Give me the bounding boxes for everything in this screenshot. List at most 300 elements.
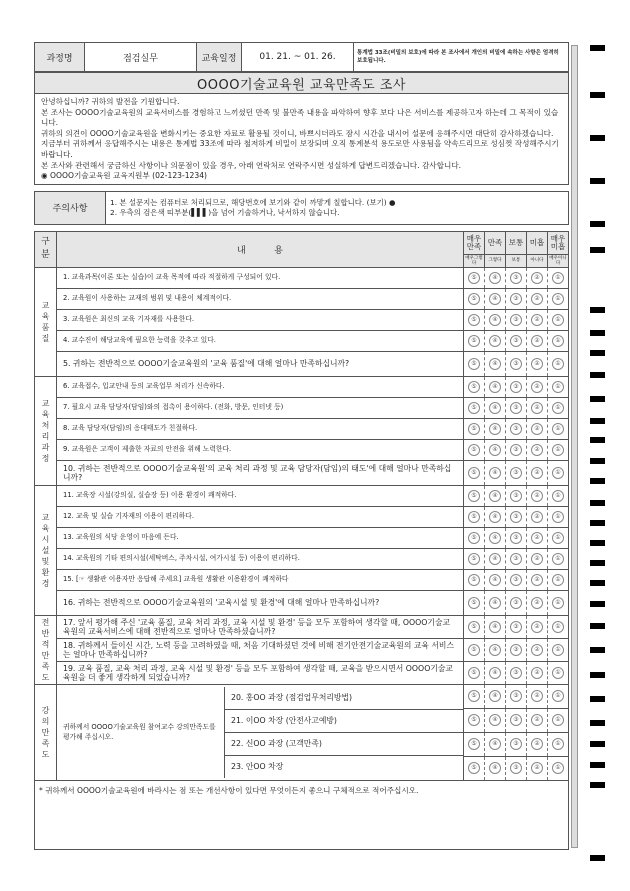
caution-table: [34, 191, 569, 225]
answer-option[interactable]: [548, 460, 569, 485]
answer-option[interactable]: [506, 548, 527, 569]
answer-option[interactable]: [527, 590, 548, 615]
answer-option[interactable]: [527, 506, 548, 527]
option-circle: ④: [489, 690, 501, 702]
question-row: [35, 638, 569, 661]
answer-option[interactable]: [527, 569, 548, 590]
answer-option[interactable]: [548, 527, 569, 548]
section-label: 교 육 처 리 과 정: [35, 376, 57, 485]
question-text: 12. 교육 및 실습 기자재의 이용이 편리하다.: [57, 506, 464, 527]
answer-option[interactable]: [548, 548, 569, 569]
answer-option[interactable]: [485, 397, 506, 418]
option-circle: ③: [510, 553, 522, 565]
answer-option[interactable]: [485, 527, 506, 548]
option-circle: ⑤: [468, 714, 480, 726]
answer-option[interactable]: [548, 288, 569, 309]
option-circle: ⑤: [468, 314, 480, 326]
answer-option[interactable]: [485, 460, 506, 485]
timing-mark: [590, 762, 605, 768]
option-circle: ⑤: [468, 402, 480, 414]
question-text: 17. 앞서 평가해 주신 '교육 품질, 교육 처리 과정, 교육 시설 및 환경' 등을 모두 포함하여 생각할 때, OOOO기술교육원의 교육서비스에 대해 전반적으로 얼마나 만족하셨습니까?: [57, 615, 464, 638]
answer-option[interactable]: [506, 638, 527, 661]
answer-option[interactable]: [548, 661, 569, 684]
answer-option[interactable]: [527, 267, 548, 288]
option-circle: ④: [489, 314, 501, 326]
answer-option[interactable]: [506, 351, 527, 376]
answer-option[interactable]: [506, 684, 527, 708]
answer-option[interactable]: [527, 732, 548, 756]
option-circle: ①: [552, 621, 564, 633]
option-circle: ②: [531, 511, 543, 523]
answer-option[interactable]: [464, 615, 485, 638]
option-circle: ⑤: [468, 738, 480, 750]
answer-option[interactable]: [527, 351, 548, 376]
survey-table: [34, 231, 569, 781]
answer-option[interactable]: [548, 330, 569, 351]
option-circle: ③: [510, 293, 522, 305]
answer-option[interactable]: [485, 756, 506, 780]
answer-option[interactable]: [506, 661, 527, 684]
answer-option[interactable]: [464, 485, 485, 506]
answer-option[interactable]: [485, 485, 506, 506]
answer-option[interactable]: [527, 418, 548, 439]
question-text: 3. 교육원은 최신의 교육 기자재를 사용한다.: [57, 309, 464, 330]
answer-option[interactable]: [548, 638, 569, 661]
answer-option[interactable]: [485, 708, 506, 732]
option-circle: ④: [489, 335, 501, 347]
option-circle: ④: [489, 762, 501, 774]
answer-option[interactable]: [548, 708, 569, 732]
question-row: [35, 330, 569, 351]
answer-option[interactable]: [464, 460, 485, 485]
timing-mark: [590, 418, 605, 424]
option-circle: ①: [552, 532, 564, 544]
option-circle: ①: [552, 667, 564, 679]
answer-option[interactable]: [527, 439, 548, 460]
answer-option[interactable]: [464, 351, 485, 376]
answer-option[interactable]: [464, 590, 485, 615]
option-circle: ③: [510, 738, 522, 750]
option-header: 보통: [506, 231, 527, 254]
option-header: 미흡: [527, 231, 548, 254]
course-value: 점검실무: [85, 43, 197, 72]
option-circle: ①: [552, 644, 564, 656]
question-text: 1. 교육과목(이론 또는 실습)이 교육 목적에 따라 적절하게 구성되어 있다.: [57, 267, 464, 288]
option-circle: ③: [510, 762, 522, 774]
timing-mark: [590, 520, 605, 526]
caution-text: [106, 191, 569, 224]
question-row: [35, 548, 569, 569]
answer-option[interactable]: [506, 569, 527, 590]
answer-option[interactable]: [506, 309, 527, 330]
timing-mark: [590, 92, 605, 98]
timing-mark: [590, 458, 605, 464]
answer-option[interactable]: [506, 590, 527, 615]
answer-option[interactable]: [506, 756, 527, 780]
answer-option[interactable]: [485, 439, 506, 460]
answer-option[interactable]: [485, 309, 506, 330]
option-circle: ⑤: [468, 597, 480, 609]
option-circle: ①: [552, 381, 564, 393]
timing-mark: [590, 782, 605, 788]
option-circle: ①: [552, 738, 564, 750]
intro-text: [34, 94, 569, 185]
caution-label: 주의사항: [35, 191, 106, 224]
option-circle: ④: [489, 381, 501, 393]
answer-option[interactable]: [464, 527, 485, 548]
timing-mark: [590, 135, 605, 141]
content-header: 내 용: [57, 231, 464, 267]
answer-option[interactable]: [506, 418, 527, 439]
option-circle: ①: [552, 490, 564, 502]
answer-option[interactable]: [464, 638, 485, 661]
answer-option[interactable]: [464, 309, 485, 330]
answer-option[interactable]: [464, 732, 485, 756]
intro-line: 귀하의 의견이 OOOO기술교육원을 변화시키는 중요한 자료로 활용될 것이니, 바쁘시더라도 잠시 시간을 내시어 설문에 응해주시면 대단히 감사하겠습니다.: [41, 128, 554, 138]
answer-option[interactable]: [485, 288, 506, 309]
question-text: 13. 교육원의 식당 운영이 마음에 든다.: [57, 527, 464, 548]
answer-option[interactable]: [464, 569, 485, 590]
timing-mark: [590, 372, 605, 378]
option-circle: ①: [552, 444, 564, 456]
option-circle: ③: [510, 690, 522, 702]
answer-option[interactable]: [506, 267, 527, 288]
timing-mark: [590, 560, 605, 566]
answer-option[interactable]: [548, 756, 569, 780]
option-circle: ④: [489, 553, 501, 565]
question-text: 15. [☞ 생활관 이용자만 응답해 주세요] 교육원 생활관 이용환경이 쾌적하다: [57, 569, 464, 590]
section-label: 교 육 시 설 및 환 경: [35, 485, 57, 615]
option-circle: ⑤: [468, 467, 480, 479]
question-text: 18. 귀하께서 들이신 시간, 노력 등을 고려하였을 때, 처음 기대하셨던 것에 비해 전기안전기술교육원의 교육 서비스는 얼마나 만족하십니까?: [57, 638, 464, 661]
question-row: [35, 418, 569, 439]
answer-option[interactable]: [485, 506, 506, 527]
timing-mark: [590, 672, 605, 678]
option-circle: ④: [489, 293, 501, 305]
timing-mark: [590, 478, 605, 484]
option-circle: ①: [552, 314, 564, 326]
answer-option[interactable]: [527, 708, 548, 732]
answer-option[interactable]: [464, 418, 485, 439]
option-circle: ①: [552, 358, 564, 370]
answer-option[interactable]: [464, 708, 485, 732]
option-circle: ②: [531, 423, 543, 435]
timing-mark: [590, 221, 605, 227]
lecture-prompt: 귀하께서 OOOO기술교육원 참여교수 강의만족도를 평가해 주십시오.: [57, 687, 225, 778]
survey-form: [34, 42, 569, 850]
option-circle: ②: [531, 358, 543, 370]
option-circle: ③: [510, 358, 522, 370]
timing-mark: [590, 580, 605, 586]
timing-mark: [590, 307, 605, 313]
answer-option[interactable]: [506, 397, 527, 418]
answer-option[interactable]: [548, 506, 569, 527]
answer-option[interactable]: [485, 684, 506, 708]
option-subheader: 그렇다: [485, 254, 506, 267]
option-circle: ②: [531, 293, 543, 305]
question-row: [35, 506, 569, 527]
answer-option[interactable]: [527, 460, 548, 485]
answer-option[interactable]: [464, 288, 485, 309]
timing-mark: [590, 623, 605, 629]
answer-option[interactable]: [464, 756, 485, 780]
answer-option[interactable]: [527, 330, 548, 351]
option-circle: ④: [489, 644, 501, 656]
option-circle: ④: [489, 402, 501, 414]
option-subheader: 매우그렇다: [465, 255, 483, 266]
option-circle: ⑤: [468, 621, 480, 633]
contact-line: ◉ OOOO기술교육원 교육지원부 (02-123-1234): [41, 171, 208, 181]
option-circle: ③: [510, 644, 522, 656]
answer-option[interactable]: [464, 548, 485, 569]
option-circle: ②: [531, 444, 543, 456]
option-header: 만족: [485, 231, 506, 254]
answer-option[interactable]: [527, 309, 548, 330]
option-circle: ⑤: [468, 511, 480, 523]
option-circle: ⑤: [468, 762, 480, 774]
answer-option[interactable]: [548, 590, 569, 615]
instructor-name: 22. 신OO 과장 (고객만족): [225, 732, 464, 755]
answer-option[interactable]: [548, 309, 569, 330]
answer-option[interactable]: [485, 330, 506, 351]
question-row: [35, 527, 569, 548]
answer-option[interactable]: [548, 397, 569, 418]
option-circle: ④: [489, 597, 501, 609]
option-circle: ①: [552, 597, 564, 609]
answer-option[interactable]: [506, 485, 527, 506]
instructor-name: 21. 이OO 차장 (안전사고예방): [225, 709, 464, 732]
option-circle: ⑤: [468, 381, 480, 393]
option-circle: ③: [510, 335, 522, 347]
answer-option[interactable]: [548, 418, 569, 439]
answer-option[interactable]: [548, 267, 569, 288]
answer-option[interactable]: [527, 684, 548, 708]
question-row: [35, 590, 569, 615]
option-circle: ①: [552, 574, 564, 586]
answer-option[interactable]: [548, 376, 569, 397]
option-circle: ④: [489, 574, 501, 586]
answer-option[interactable]: [506, 460, 527, 485]
timing-mark: [590, 330, 605, 336]
option-circle: ③: [510, 714, 522, 726]
answer-option[interactable]: [548, 485, 569, 506]
answer-option[interactable]: [506, 506, 527, 527]
schedule-label: 교육일정: [197, 43, 242, 72]
question-text: 8. 교육 담당자(담임)의 응대태도가 친절하다.: [57, 418, 464, 439]
question-row: [35, 397, 569, 418]
question-row: [35, 569, 569, 590]
option-circle: ②: [531, 381, 543, 393]
answer-option[interactable]: [506, 439, 527, 460]
comment-box[interactable]: [34, 781, 569, 850]
option-circle: ⑤: [468, 553, 480, 565]
option-circle: ②: [531, 644, 543, 656]
option-circle: ②: [531, 574, 543, 586]
question-row: [35, 485, 569, 506]
question-text: 4. 교수진이 해당교육에 필요한 능력을 갖추고 있다.: [57, 330, 464, 351]
answer-option[interactable]: [548, 732, 569, 756]
instructor-name: 20. 홍OO 과장 (점검업무처리방법): [225, 687, 464, 710]
option-circle: ②: [531, 532, 543, 544]
timing-mark: [590, 247, 605, 253]
option-circle: ④: [489, 272, 501, 284]
option-circle: ③: [510, 272, 522, 284]
answer-option[interactable]: [527, 548, 548, 569]
answer-option[interactable]: [506, 527, 527, 548]
option-circle: ③: [510, 574, 522, 586]
option-circle: ⑤: [468, 490, 480, 502]
option-circle: ④: [489, 444, 501, 456]
answer-option[interactable]: [527, 376, 548, 397]
option-circle: ③: [510, 621, 522, 633]
option-circle: ③: [510, 490, 522, 502]
question-row: [35, 615, 569, 638]
question-text: 19. 교육 품질, 교육 처리 과정, 교육 시설 및 환경' 등을 모두 포함하여 생각할 때, 교육을 받으시면서 OOOO기술교육원을 더 좋게 생각하게 되었습니까?: [57, 661, 464, 684]
answer-option[interactable]: [527, 638, 548, 661]
answer-option[interactable]: [464, 439, 485, 460]
option-circle: ④: [489, 467, 501, 479]
option-circle: ①: [552, 690, 564, 702]
answer-option[interactable]: [506, 376, 527, 397]
answer-option[interactable]: [527, 615, 548, 638]
answer-option[interactable]: [527, 527, 548, 548]
scan-strip: [571, 45, 578, 848]
timing-mark: [590, 396, 605, 402]
intro-line: 본 조사는 OOOO기술교육원의 교육서비스를 경험하고 느끼셨던 만족 및 불만족 내용을 파악하여 향후 보다 나은 서비스를 제공하고자 하는데 그 목적이 있습니다.: [41, 107, 559, 128]
answer-option[interactable]: [506, 288, 527, 309]
question-text: 9. 교육원은 고객이 제출한 자료의 안전을 위해 노력한다.: [57, 439, 464, 460]
answer-option[interactable]: [548, 684, 569, 708]
answer-option[interactable]: [485, 548, 506, 569]
question-row: [35, 309, 569, 330]
option-circle: ②: [531, 272, 543, 284]
option-circle: ⑤: [468, 444, 480, 456]
question-text: 7. 필요시 교육 담당자(담임)와의 접촉이 용이하다. (전화, 방문, 인터넷 등): [57, 397, 464, 418]
question-row: [35, 376, 569, 397]
timing-mark: [590, 350, 605, 356]
answer-option[interactable]: [527, 288, 548, 309]
answer-option[interactable]: [485, 661, 506, 684]
option-circle: ②: [531, 314, 543, 326]
option-subheader: 보통: [506, 254, 527, 267]
option-circle: ④: [489, 490, 501, 502]
answer-option[interactable]: [506, 708, 527, 732]
answer-option[interactable]: [485, 376, 506, 397]
question-row: [35, 288, 569, 309]
option-circle: ②: [531, 490, 543, 502]
timing-mark: [590, 437, 605, 443]
section-label: 강 의 만 족 도: [35, 684, 57, 780]
answer-option[interactable]: [485, 267, 506, 288]
answer-option[interactable]: [485, 615, 506, 638]
option-circle: ②: [531, 690, 543, 702]
page-title: OOOO기술교육원 교육만족도 조사: [35, 73, 569, 94]
timing-mark: [590, 647, 605, 653]
option-circle: ③: [510, 444, 522, 456]
answer-option[interactable]: [464, 330, 485, 351]
question-text: 16. 귀하는 전반적으로 OOOO기술교육원의 '교육시설 및 환경'에 대해 얼마나 만족하십니까?: [57, 590, 464, 615]
option-circle: ⑤: [468, 644, 480, 656]
option-circle: ①: [552, 423, 564, 435]
option-circle: ①: [552, 467, 564, 479]
question-text: 6. 교육접수, 입교안내 등의 교육업무 처리가 신속하다.: [57, 376, 464, 397]
answer-option[interactable]: [464, 506, 485, 527]
option-circle: ③: [510, 381, 522, 393]
option-header: 매우미흡: [548, 231, 569, 254]
section-label: 교 육 품 질: [35, 267, 57, 376]
option-circle: ②: [531, 402, 543, 414]
option-circle: ②: [531, 667, 543, 679]
option-circle: ②: [531, 762, 543, 774]
option-circle: ①: [552, 714, 564, 726]
option-circle: ③: [510, 667, 522, 679]
option-circle: ③: [510, 511, 522, 523]
option-circle: ②: [531, 714, 543, 726]
answer-option[interactable]: [548, 439, 569, 460]
answer-option[interactable]: [506, 330, 527, 351]
caution-line-1: 1. 본 설문지는 컴퓨터로 처리되므로, 해당번호에 보기와 같이 까맣게 칠합니다. (보기) ●: [110, 197, 396, 207]
answer-option[interactable]: [464, 376, 485, 397]
answer-option[interactable]: [548, 615, 569, 638]
header-table: [34, 42, 569, 72]
option-circle: ④: [489, 738, 501, 750]
answer-option[interactable]: [464, 397, 485, 418]
timing-mark: [590, 741, 605, 747]
timing-mark: [590, 540, 605, 546]
question-text: 10. 귀하는 전반적으로 OOOO기술교육원'의 교육 처리 과정 및 교육 담당자(담임)의 태도'에 대해 얼마나 만족하십니까?: [57, 460, 464, 485]
answer-option[interactable]: [527, 397, 548, 418]
answer-option[interactable]: [506, 732, 527, 756]
option-circle: ④: [489, 532, 501, 544]
option-circle: ①: [552, 402, 564, 414]
survey-header-row: [35, 231, 569, 254]
answer-option[interactable]: [485, 569, 506, 590]
answer-option[interactable]: [527, 756, 548, 780]
answer-option[interactable]: [506, 615, 527, 638]
option-circle: ⑤: [468, 335, 480, 347]
option-circle: ④: [489, 358, 501, 370]
timing-mark: [590, 720, 605, 726]
timing-mark: [590, 178, 605, 184]
section-label: 전 반 적 만 족 도: [35, 615, 57, 684]
option-circle: ④: [489, 621, 501, 633]
timing-mark: [590, 855, 605, 861]
timing-mark: [590, 500, 605, 506]
section-header: 구 분: [35, 231, 57, 267]
course-label: 과정명: [35, 43, 85, 72]
answer-option[interactable]: [548, 569, 569, 590]
answer-option[interactable]: [464, 267, 485, 288]
answer-option[interactable]: [485, 351, 506, 376]
answer-option[interactable]: [464, 684, 485, 708]
option-circle: ⑤: [468, 272, 480, 284]
answer-option[interactable]: [548, 351, 569, 376]
option-circle: ⑤: [468, 690, 480, 702]
answer-option[interactable]: [464, 661, 485, 684]
option-circle: ①: [552, 511, 564, 523]
answer-option[interactable]: [485, 590, 506, 615]
option-circle: ②: [531, 467, 543, 479]
answer-option[interactable]: [527, 485, 548, 506]
answer-option[interactable]: [485, 418, 506, 439]
answer-option[interactable]: [485, 732, 506, 756]
timing-mark: [590, 601, 605, 607]
option-circle: ③: [510, 597, 522, 609]
answer-option[interactable]: [485, 638, 506, 661]
answer-option[interactable]: [527, 661, 548, 684]
option-circle: ②: [531, 553, 543, 565]
intro-line: 안녕하십니까? 귀하의 발전을 기원합니다.: [41, 97, 180, 106]
